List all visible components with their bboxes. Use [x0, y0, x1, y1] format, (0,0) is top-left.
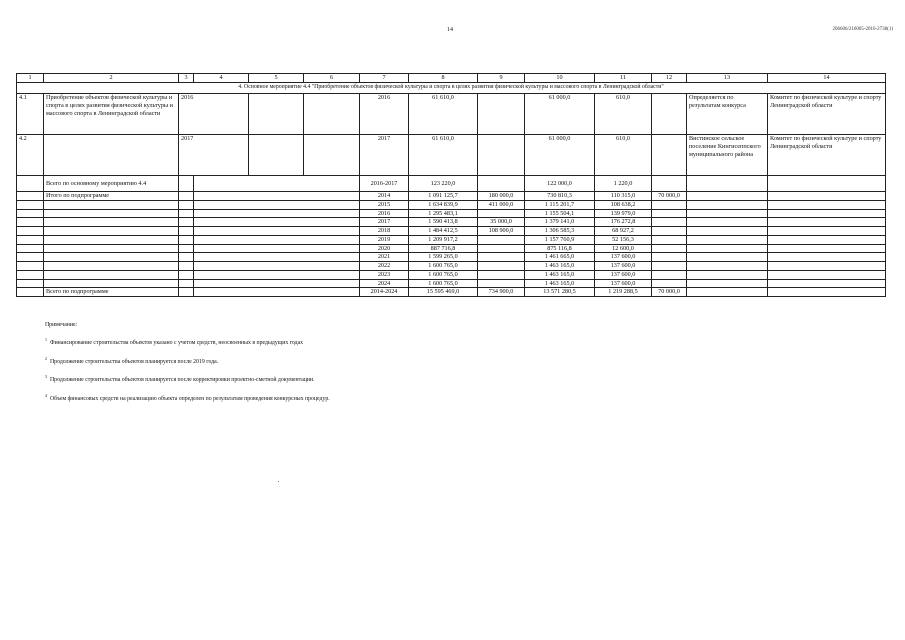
empty-cell [768, 227, 886, 236]
header-cell: 2 [44, 74, 179, 83]
grand-total-years: 2014-2024 [360, 288, 409, 297]
note-text: Объем финансовых средств на реализацию объекта определен по результатам проведения конкурсных процедур. [50, 395, 330, 402]
grand-total-local: 1 219 288,5 [595, 288, 652, 297]
empty-cell [768, 192, 886, 201]
empty-cell [194, 235, 360, 244]
sub-local: 137 600,0 [595, 262, 652, 271]
event-total-row [17, 176, 886, 192]
empty-cell [194, 192, 360, 201]
table-row [17, 270, 886, 279]
item-number: 4.2 [17, 135, 44, 176]
note-line [45, 375, 330, 384]
empty-cell [44, 244, 179, 253]
item-name [44, 135, 179, 176]
sub-regional: 1 379 141,0 [525, 218, 595, 227]
item-federal [478, 94, 525, 135]
grand-total-sum: 15 595 469,0 [409, 288, 478, 297]
event-total-sum: 123 220,0 [409, 176, 478, 192]
header-cell: 11 [595, 74, 652, 83]
table-row [17, 253, 886, 262]
empty-cell [687, 262, 768, 271]
empty-cell [17, 192, 44, 201]
empty-cell [17, 209, 44, 218]
empty-cell [687, 200, 768, 209]
sub-total: 1 091 125,7 [409, 192, 478, 201]
header-cell: 14 [768, 74, 886, 83]
empty-cell [179, 209, 194, 218]
sub-total: 1 209 917,2 [409, 235, 478, 244]
header-cell: 4 [194, 74, 249, 83]
sub-regional: 730 810,3 [525, 192, 595, 201]
header-cell: 6 [304, 74, 360, 83]
sub-regional: 1 461 665,0 [525, 253, 595, 262]
header-cell: 13 [687, 74, 768, 83]
sub-year: 2019 [360, 235, 409, 244]
empty-cell [687, 209, 768, 218]
empty-cell [17, 262, 44, 271]
table-row [17, 227, 886, 236]
sub-year: 2015 [360, 200, 409, 209]
item-other [652, 94, 687, 135]
empty-cell [44, 209, 179, 218]
budget-table [16, 73, 886, 297]
notes-title: Примечание: [45, 322, 78, 328]
note-line [45, 394, 330, 403]
empty-cell [194, 200, 360, 209]
header-cell: 8 [409, 74, 478, 83]
sub-federal: 35 000,0 [478, 218, 525, 227]
sub-regional: 1 157 760,9 [525, 235, 595, 244]
empty-cell [17, 244, 44, 253]
header-cell: 9 [478, 74, 525, 83]
sub-local: 68 927,2 [595, 227, 652, 236]
empty-cell [179, 227, 194, 236]
empty-cell [179, 288, 194, 297]
header-cell: 12 [652, 74, 687, 83]
sub-total: 1 600 765,0 [409, 270, 478, 279]
empty-cell [768, 218, 886, 227]
event-total-regional: 122 000,0 [525, 176, 595, 192]
sub-federal [478, 279, 525, 288]
note-line [45, 338, 330, 347]
event-total-federal [478, 176, 525, 192]
empty-cell [194, 244, 360, 253]
empty-cell [768, 244, 886, 253]
empty-cell [44, 262, 179, 271]
page-number: 14 [447, 27, 453, 33]
sub-other [652, 253, 687, 262]
note-text: Продолжение строительства объектов планируется после корректировки проектно-сметной документации. [50, 377, 315, 384]
empty-cell [194, 270, 360, 279]
sub-year: 2021 [360, 253, 409, 262]
item-period: 2017 [360, 135, 409, 176]
sub-year: 2016 [360, 209, 409, 218]
sub-regional: 1 306 585,3 [525, 227, 595, 236]
empty-cell [768, 270, 886, 279]
empty-cell [179, 218, 194, 227]
sub-federal: 180 000,0 [478, 192, 525, 201]
item-regional: 61 000,0 [525, 135, 595, 176]
sub-other [652, 279, 687, 288]
item-customer: Комитет по физической культуре и спорту Ленинградской области [768, 94, 886, 135]
sub-other [652, 235, 687, 244]
sub-regional: 1 463 165,0 [525, 270, 595, 279]
item-period: 2016 [360, 94, 409, 135]
item-year: 2016 [179, 94, 249, 135]
sub-year: 2020 [360, 244, 409, 253]
table-row [17, 192, 886, 201]
sub-year: 2022 [360, 262, 409, 271]
empty-cell [194, 176, 360, 192]
grand-total-federal: 734 900,0 [478, 288, 525, 297]
note-text: Продолжение строительства объектов планируется после 2019 года. [50, 358, 219, 365]
note-line [45, 357, 330, 366]
sub-regional: 1 155 504,1 [525, 209, 595, 218]
sub-federal [478, 262, 525, 271]
empty-cell [179, 279, 194, 288]
sub-other [652, 270, 687, 279]
empty-cell [194, 227, 360, 236]
empty-cell [17, 288, 44, 297]
empty-cell [17, 270, 44, 279]
empty-cell [768, 235, 886, 244]
sub-year: 2023 [360, 270, 409, 279]
sub-local: 137 600,0 [595, 253, 652, 262]
sub-federal [478, 235, 525, 244]
empty-cell [17, 235, 44, 244]
sub-regional: 1 463 165,0 [525, 262, 595, 271]
note-mark: 3 [45, 374, 47, 380]
empty-cell [179, 244, 194, 253]
item-name: Приобретение объектов физической культуры и спорта в целях развития физической культуры и массового спорта в Ленинградской области [44, 94, 179, 135]
sub-label: Итого по подпрограмме [44, 192, 179, 201]
empty-cell [304, 94, 360, 135]
empty-cell [44, 200, 179, 209]
scan-speck [278, 481, 279, 482]
sub-total: 1 634 839,9 [409, 200, 478, 209]
empty-cell [687, 253, 768, 262]
table-row [17, 244, 886, 253]
event-total-years: 2016-2017 [360, 176, 409, 192]
sub-local: 108 638,2 [595, 200, 652, 209]
empty-cell [687, 227, 768, 236]
header-cell: 5 [249, 74, 304, 83]
empty-cell [17, 200, 44, 209]
sub-year: 2018 [360, 227, 409, 236]
empty-cell [194, 279, 360, 288]
empty-cell [194, 288, 360, 297]
empty-cell [179, 262, 194, 271]
sub-local: 12 600,0 [595, 244, 652, 253]
sub-federal: 411 000,0 [478, 200, 525, 209]
empty-cell [304, 135, 360, 176]
sub-regional: 1 115 201,7 [525, 200, 595, 209]
table-row [17, 235, 886, 244]
event-total-label: Всего по основному мероприятию 4.4 [44, 176, 179, 192]
sub-other [652, 209, 687, 218]
item-federal [478, 135, 525, 176]
header-cell: 3 [179, 74, 194, 83]
empty-cell [687, 176, 768, 192]
empty-cell [768, 288, 886, 297]
note-mark: 1 [45, 336, 47, 342]
event-total-local: 1 220,0 [595, 176, 652, 192]
item-number: 4.1 [17, 94, 44, 135]
sub-total: 1 600 765,0 [409, 262, 478, 271]
table-row [17, 218, 886, 227]
item-other [652, 135, 687, 176]
empty-cell [44, 279, 179, 288]
empty-cell [687, 279, 768, 288]
empty-cell [179, 235, 194, 244]
empty-cell [687, 288, 768, 297]
sub-local: 52 156,3 [595, 235, 652, 244]
section-title: 4. Основное мероприятие 4.4 "Приобретение объектов физической культуры и спорта в целях развития физической культуры и массового спорта в Ленинградской области" [17, 83, 886, 94]
empty-cell [17, 279, 44, 288]
note-text: Финансирование строительства объектов указано с учетом средств, неосвоенных в предыдущих годах [50, 339, 304, 346]
empty-cell [194, 253, 360, 262]
item-customer: Комитет по физической культуре и спорту Ленинградской области [768, 135, 886, 176]
table-header-row [17, 74, 886, 83]
sub-total: 1 599 265,0 [409, 253, 478, 262]
item-year: 2017 [179, 135, 249, 176]
empty-cell [179, 192, 194, 201]
grand-total-row [17, 288, 886, 297]
sub-federal [478, 244, 525, 253]
item-local: 610,0 [595, 135, 652, 176]
header-cell: 7 [360, 74, 409, 83]
sub-other [652, 218, 687, 227]
table-row [17, 200, 886, 209]
sub-total: 887 716,8 [409, 244, 478, 253]
sub-federal [478, 253, 525, 262]
sub-federal: 108 900,0 [478, 227, 525, 236]
sub-total: 1 590 413,8 [409, 218, 478, 227]
empty-cell [768, 209, 886, 218]
sub-regional: 875 116,8 [525, 244, 595, 253]
item-executor: Определяется по результатам конкурса [687, 94, 768, 135]
item-executor: Вистинское сельское поселение Кингисеппского муниципального района [687, 135, 768, 176]
sub-local: 176 272,8 [595, 218, 652, 227]
event-total-other [652, 176, 687, 192]
empty-cell [179, 176, 194, 192]
empty-cell [249, 135, 304, 176]
empty-cell [44, 218, 179, 227]
empty-cell [179, 253, 194, 262]
empty-cell [179, 270, 194, 279]
empty-cell [687, 192, 768, 201]
empty-cell [179, 200, 194, 209]
item-total: 61 610,0 [409, 135, 478, 176]
header-cell: 1 [17, 74, 44, 83]
sub-regional: 1 463 165,0 [525, 279, 595, 288]
empty-cell [249, 94, 304, 135]
empty-cell [17, 253, 44, 262]
header-cell: 10 [525, 74, 595, 83]
sub-year: 2024 [360, 279, 409, 288]
sub-local: 137 600,0 [595, 270, 652, 279]
empty-cell [768, 279, 886, 288]
notes-section [45, 323, 330, 413]
sub-total: 1 484 412,5 [409, 227, 478, 236]
empty-cell [768, 262, 886, 271]
item-total: 61 610,0 [409, 94, 478, 135]
empty-cell [768, 200, 886, 209]
sub-year: 2014 [360, 192, 409, 201]
table-row [17, 135, 886, 176]
section-title-row [17, 83, 886, 94]
empty-cell [17, 218, 44, 227]
table-row [17, 279, 886, 288]
sub-other [652, 244, 687, 253]
sub-other [652, 262, 687, 271]
sub-total: 1 600 765,0 [409, 279, 478, 288]
note-mark: 4 [45, 392, 47, 398]
empty-cell [44, 253, 179, 262]
sub-local: 137 600,0 [595, 279, 652, 288]
empty-cell [44, 227, 179, 236]
sub-local: 110 315,0 [595, 192, 652, 201]
sub-other: 70 000,0 [652, 192, 687, 201]
empty-cell [44, 270, 179, 279]
grand-total-other: 70 000,0 [652, 288, 687, 297]
grand-total-label: Всего по подпрограмме [44, 288, 179, 297]
sub-local: 139 979,0 [595, 209, 652, 218]
empty-cell [44, 235, 179, 244]
sub-total: 1 295 483,1 [409, 209, 478, 218]
note-mark: 2 [45, 355, 47, 361]
sub-other [652, 200, 687, 209]
table-row [17, 262, 886, 271]
empty-cell [194, 218, 360, 227]
empty-cell [194, 262, 360, 271]
empty-cell [687, 244, 768, 253]
item-local: 610,0 [595, 94, 652, 135]
sub-federal [478, 209, 525, 218]
empty-cell [17, 176, 44, 192]
empty-cell [768, 253, 886, 262]
document-code: 206606/216005-2016-2738(1) [832, 27, 893, 32]
sub-federal [478, 270, 525, 279]
table-row [17, 209, 886, 218]
grand-total-regional: 13 571 280,5 [525, 288, 595, 297]
sub-other [652, 227, 687, 236]
table-row [17, 94, 886, 135]
empty-cell [194, 209, 360, 218]
sub-year: 2017 [360, 218, 409, 227]
empty-cell [17, 227, 44, 236]
item-regional: 61 000,0 [525, 94, 595, 135]
empty-cell [768, 176, 886, 192]
empty-cell [687, 218, 768, 227]
empty-cell [687, 270, 768, 279]
empty-cell [687, 235, 768, 244]
